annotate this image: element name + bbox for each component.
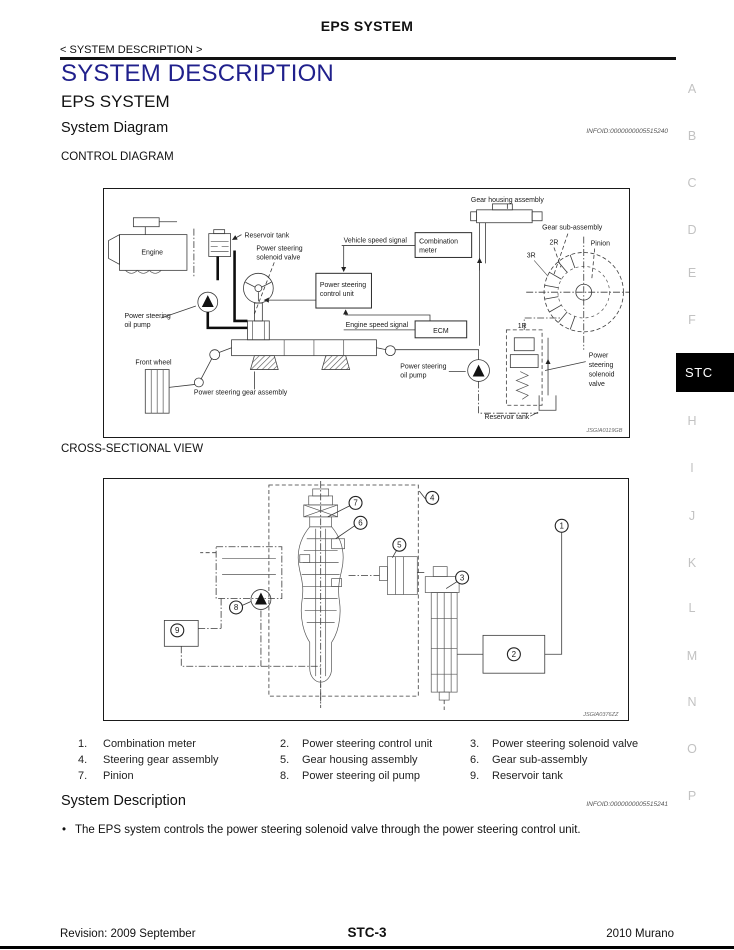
engine-label: Engine xyxy=(141,249,164,257)
sidebar-letter-d: D xyxy=(687,223,697,237)
solenoid-valve-right-drawing xyxy=(506,318,614,405)
solenoid-valve-right-label: Power steering solenoid valve xyxy=(588,352,615,388)
sidebar-letter-f: F xyxy=(688,313,696,327)
pinion-label: Pinion xyxy=(590,240,610,248)
legend-label: Pinion xyxy=(103,770,134,782)
page-header-title: EPS SYSTEM xyxy=(320,18,414,34)
legend-num: 9. xyxy=(470,770,480,782)
engine-speed-signal-label: Engine speed signal xyxy=(345,321,409,329)
control-diagram-figure xyxy=(103,188,630,438)
system-diagram-heading: System Diagram xyxy=(61,120,169,136)
legend-label: Reservoir tank xyxy=(492,770,563,782)
control-unit-box xyxy=(264,273,430,321)
r3-label: 3R xyxy=(526,252,536,260)
gear-cluster-drawing xyxy=(518,225,629,350)
callout-6: 6 xyxy=(358,518,363,528)
gear-housing-label: Gear housing assembly xyxy=(470,196,544,204)
callout-1: 1 xyxy=(559,521,564,531)
sidebar-letter-m: M xyxy=(686,649,698,663)
system-description-heading: System Description xyxy=(61,793,186,809)
legend-num: 6. xyxy=(470,754,480,766)
callout-9: 9 xyxy=(175,626,180,636)
sidebar-letter-o: O xyxy=(687,742,697,756)
oil-pump-left-drawing xyxy=(124,292,217,329)
combination-meter-label: Combination meter xyxy=(419,238,459,255)
ecm-box xyxy=(344,321,467,338)
gear-housing-drawing xyxy=(471,197,545,346)
legend-num: 7. xyxy=(78,770,88,782)
rack-drawing xyxy=(169,340,395,397)
legend-label: Power steering control unit xyxy=(302,738,433,750)
callout-4: 4 xyxy=(430,493,435,503)
control-figure-id: JSGIA0119GB xyxy=(586,428,623,435)
sidebar-letter-a: A xyxy=(687,82,697,96)
footer-revision: Revision: 2009 September xyxy=(60,928,196,940)
sidebar-letter-b: B xyxy=(687,129,697,143)
sidebar-tab-stc: STC xyxy=(676,353,734,392)
oil-pump-section xyxy=(230,590,271,667)
callout-8: 8 xyxy=(233,603,239,613)
infoid-system-description: INFOID:0000000005515241 xyxy=(586,801,668,808)
cross-sectional-view-label: CROSS-SECTIONAL VIEW xyxy=(61,443,204,455)
front-wheel-drawing xyxy=(135,360,172,414)
breadcrumb[interactable]: < SYSTEM DESCRIPTION > xyxy=(60,44,203,56)
control-diagram-svg xyxy=(104,189,629,437)
footer-page-code: STC-3 xyxy=(347,925,387,940)
page-bottom-rule xyxy=(0,946,734,949)
legend-num: 1. xyxy=(78,738,88,750)
vehicle-speed-signal-label: Vehicle speed signal xyxy=(343,237,407,245)
legend-label: Gear housing assembly xyxy=(302,754,418,766)
callout-2: 2 xyxy=(511,650,517,660)
vehicle-speed-signal xyxy=(342,238,415,272)
sidebar-letter-n: N xyxy=(687,695,697,709)
reservoir-tank-bottom-label: Reservoir tank xyxy=(484,414,530,422)
parts-legend xyxy=(78,738,639,786)
legend-label: Gear sub-assembly xyxy=(492,754,588,766)
gear-sub-assembly-label: Gear sub-assembly xyxy=(542,224,603,232)
steering-gear-column-drawing xyxy=(298,489,344,704)
cross-figure-id: JSGIA0376ZZ xyxy=(583,712,619,719)
oil-pump-bottom-label: Power steering oil pump xyxy=(400,363,447,380)
callout-3: 3 xyxy=(459,573,465,583)
steering-wheel-drawing xyxy=(243,273,273,339)
oil-pump-bottom-drawing xyxy=(395,350,538,413)
sidebar-letter-e: E xyxy=(687,266,697,280)
solenoid-valve-section xyxy=(425,567,459,710)
gear-assembly-label: Power steering gear assembly xyxy=(193,389,288,397)
control-unit-label: Power steering control unit xyxy=(319,282,367,299)
footer-model: 2010 Murano xyxy=(606,928,674,940)
r2-label: 2R xyxy=(549,239,559,247)
combination-meter-box xyxy=(415,233,472,258)
subsection-title: EPS SYSTEM xyxy=(61,92,170,111)
reservoir-bottom-drawing xyxy=(485,395,556,421)
cross-section-svg xyxy=(104,479,628,720)
sidebar-letter-l: L xyxy=(688,601,696,615)
section-title: SYSTEM DESCRIPTION xyxy=(61,60,334,87)
steering-gear-dashed-outline xyxy=(269,485,418,696)
system-description-bullet xyxy=(62,824,662,836)
engine-drawing xyxy=(109,218,194,277)
reservoir-tank-section xyxy=(164,620,320,666)
oil-pump-left-label: Power steering oil pump xyxy=(124,312,171,329)
legend-label: Combination meter xyxy=(103,738,196,750)
legend-label: Power steering oil pump xyxy=(302,770,421,782)
legend-num: 3. xyxy=(470,738,480,750)
legend-label: Steering gear assembly xyxy=(103,754,219,766)
r1-label: 1R xyxy=(517,322,527,330)
callout-7: 7 xyxy=(353,498,358,508)
sidebar-letter-i: I xyxy=(690,461,694,475)
ps-solenoid-valve-left-leader xyxy=(254,262,274,314)
sidebar-letter-h: H xyxy=(687,414,697,428)
legend-num: 4. xyxy=(78,754,88,766)
cross-section-figure xyxy=(103,478,629,721)
reservoir-tank-top-label: Reservoir tank xyxy=(244,232,290,240)
control-unit-section xyxy=(457,519,568,673)
callout-5: 5 xyxy=(397,540,402,550)
infoid-system-diagram: INFOID:0000000005515240 xyxy=(586,128,668,135)
bullet-icon: • xyxy=(62,824,67,836)
sidebar-letter-p: P xyxy=(687,789,697,803)
sidebar-letter-c: C xyxy=(687,176,697,190)
sidebar-letter-k: K xyxy=(687,556,697,570)
gear-housing-section xyxy=(349,557,426,595)
control-diagram-label: CONTROL DIAGRAM xyxy=(61,151,174,163)
bullet-text: The EPS system controls the power steering solenoid valve through the power steering control unit. xyxy=(75,824,581,836)
legend-num: 5. xyxy=(280,754,290,766)
ps-solenoid-valve-left-label: Power steering solenoid valve xyxy=(256,245,303,262)
legend-num: 8. xyxy=(280,770,290,782)
front-wheel-label: Front wheel xyxy=(135,359,172,367)
legend-num: 2. xyxy=(280,738,290,750)
legend-label: Power steering solenoid valve xyxy=(492,738,639,750)
hydraulic-pipes xyxy=(208,251,248,328)
ecm-label: ECM xyxy=(433,327,449,335)
sidebar-letter-j: J xyxy=(688,509,696,523)
